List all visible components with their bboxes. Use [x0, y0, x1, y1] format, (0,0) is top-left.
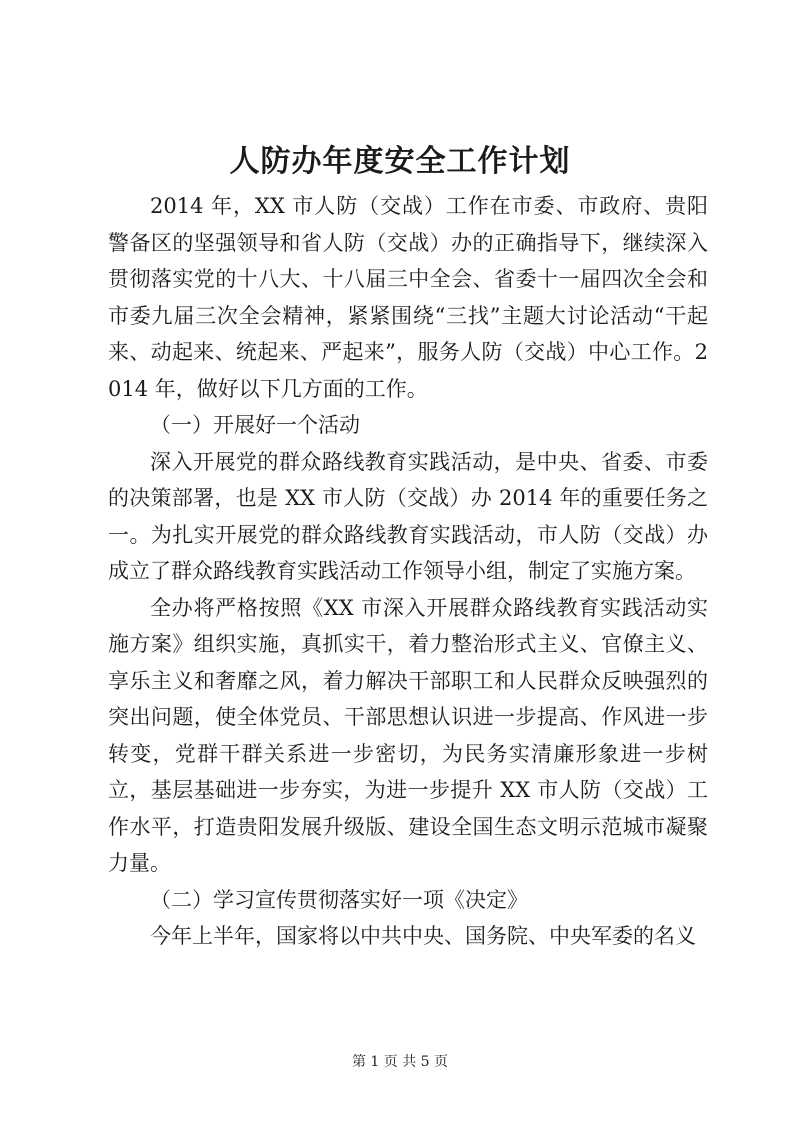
paragraph-implementation: 全办将严格按照《XX 市深入开展群众路线教育实践活动实施方案》组织实施，真抓实干，着力整治形式主义、官僚主义、享乐主义和奢靡之风，着力解决干部职工和人民群众反映强烈的突出问题，使全体党员、干部思想认识进一步提高、作风进一步转变，党群干群关系进一步密切，为民务实清廉形象进一步树立，基层基础进一步夯实，为进一步提升 XX 市人防（交战）工作水平，打造贵阳发展升级版、建设全国生态文明示范城市凝聚力量。 [108, 595, 708, 875]
page-title: 人防办年度安全工作计划 [229, 144, 571, 179]
paragraph-intro: 2014 年，XX 市人防（交战）工作在市委、市政府、贵阳警备区的坚强领导和省人防（交战）办的正确指导下，继续深入贯彻落实党的十八大、十八届三中全会、省委十一届四次全会和市委九届三次全会精神，紧紧围绕“三找”主题大讨论活动“干起来、动起来、统起来、严起来”，服务人防（交战）中心工作。2014 年，做好以下几方面的工作。 [108, 194, 708, 401]
document-body [108, 188, 708, 955]
section-heading-2: （二）学习宣传贯彻落实好一项《决定》 [150, 887, 528, 912]
paragraph-decision: 今年上半年，国家将以中共中央、国务院、中央军委的名义 [150, 924, 696, 948]
paragraph-activity: 深入开展党的群众路线教育实践活动，是中央、省委、市委的决策部署，也是 XX 市人防（交战）办 2014 年的重要任务之一。为扎实开展党的群众路线教育实践活动，市人防（交战）办成立了群众路线教育实践活动工作领导小组，制定了实施方案。 [108, 449, 708, 583]
page-number-footer: 第 1 页 共 5 页 [351, 1054, 449, 1070]
section-heading-1: （一）开展好一个活动 [150, 413, 360, 437]
